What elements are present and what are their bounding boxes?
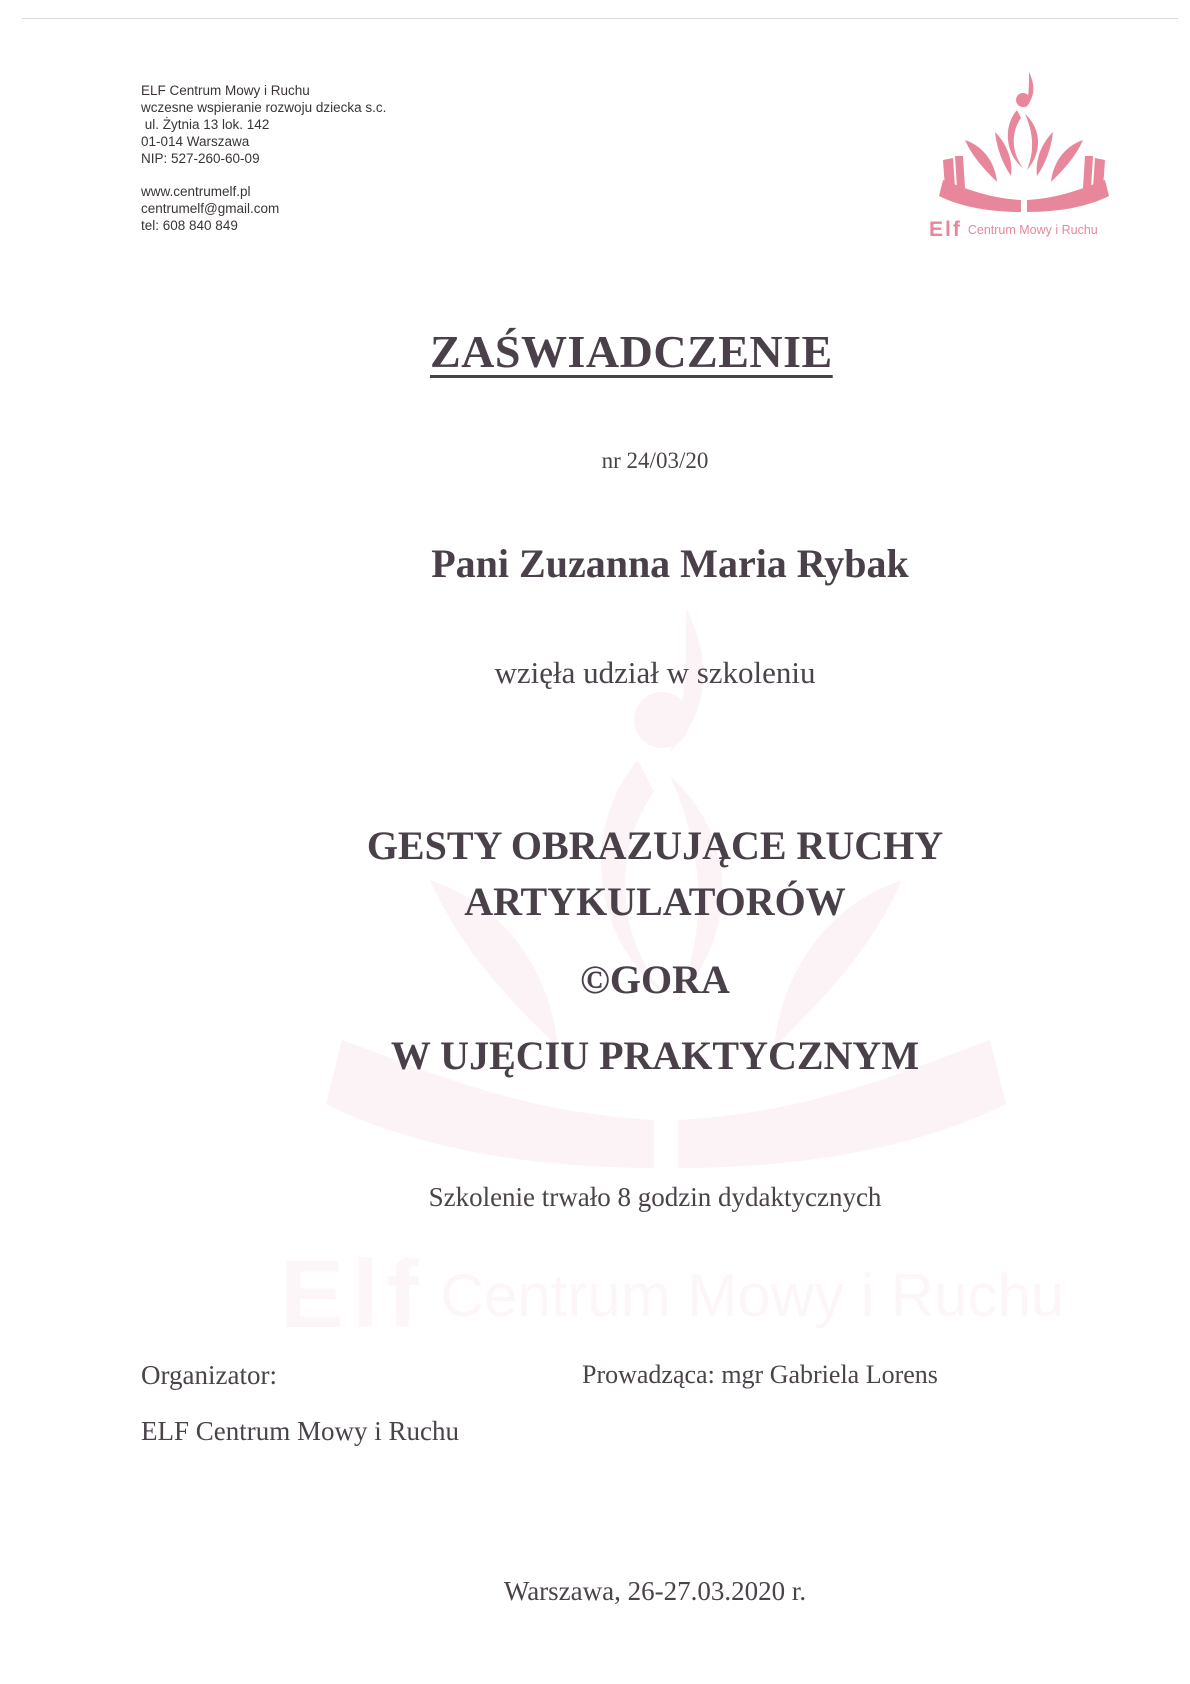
address-line: 01-014 Warszawa <box>141 134 250 149</box>
website-text: www.centrumelf.pl <box>141 184 251 199</box>
organizer-name: ELF Centrum Mowy i Ruchu <box>141 1416 459 1446</box>
sender-address-block <box>141 82 386 234</box>
logo-wordmark <box>929 218 1098 242</box>
course-duration: Szkolenie trwało 8 godzin dydaktycznych <box>428 1182 882 1212</box>
course-title <box>0 818 1190 1084</box>
course-title-line: GESTY OBRAZUJĄCE RUCHY <box>366 823 944 868</box>
organizer-label: Organizator: <box>141 1360 277 1390</box>
watermark-wordmark <box>280 1240 1064 1350</box>
instructor-text: Prowadząca: mgr Gabriela Lorens <box>582 1360 938 1389</box>
phone-text: tel: 608 840 849 <box>141 218 238 233</box>
top-divider <box>22 18 1178 19</box>
watermark-brand: Elf <box>280 1241 427 1348</box>
address-line: wczesne wspieranie rozwoju dziecka s.c. <box>141 100 387 115</box>
course-method-line: ©GORA <box>580 957 730 1002</box>
logo-subtitle: Centrum Mowy i Ruchu <box>967 223 1098 237</box>
document-title: ZAŚWIADCZENIE <box>430 326 833 377</box>
email-text: centrumelf@gmail.com <box>141 201 280 216</box>
address-line: ul. Żytnia 13 lok. 142 <box>141 117 270 132</box>
course-title-line: ARTYKULATORÓW <box>464 879 846 924</box>
address-line: ELF Centrum Mowy i Ruchu <box>141 83 310 98</box>
watermark-subtitle: Centrum Mowy i Ruchu <box>440 1261 1065 1329</box>
participation-text: wzięła udział w szkoleniu <box>494 655 816 690</box>
recipient-name: Pani Zuzanna Maria Rybak <box>431 541 909 586</box>
course-title-line: W UJĘCIU PRAKTYCZNYM <box>390 1033 920 1078</box>
logo-brand: Elf <box>929 218 962 241</box>
certificate-number: nr 24/03/20 <box>601 448 709 473</box>
place-and-date: Warszawa, 26-27.03.2020 r. <box>503 1576 807 1606</box>
address-line: NIP: 527-260-60-09 <box>141 151 260 166</box>
